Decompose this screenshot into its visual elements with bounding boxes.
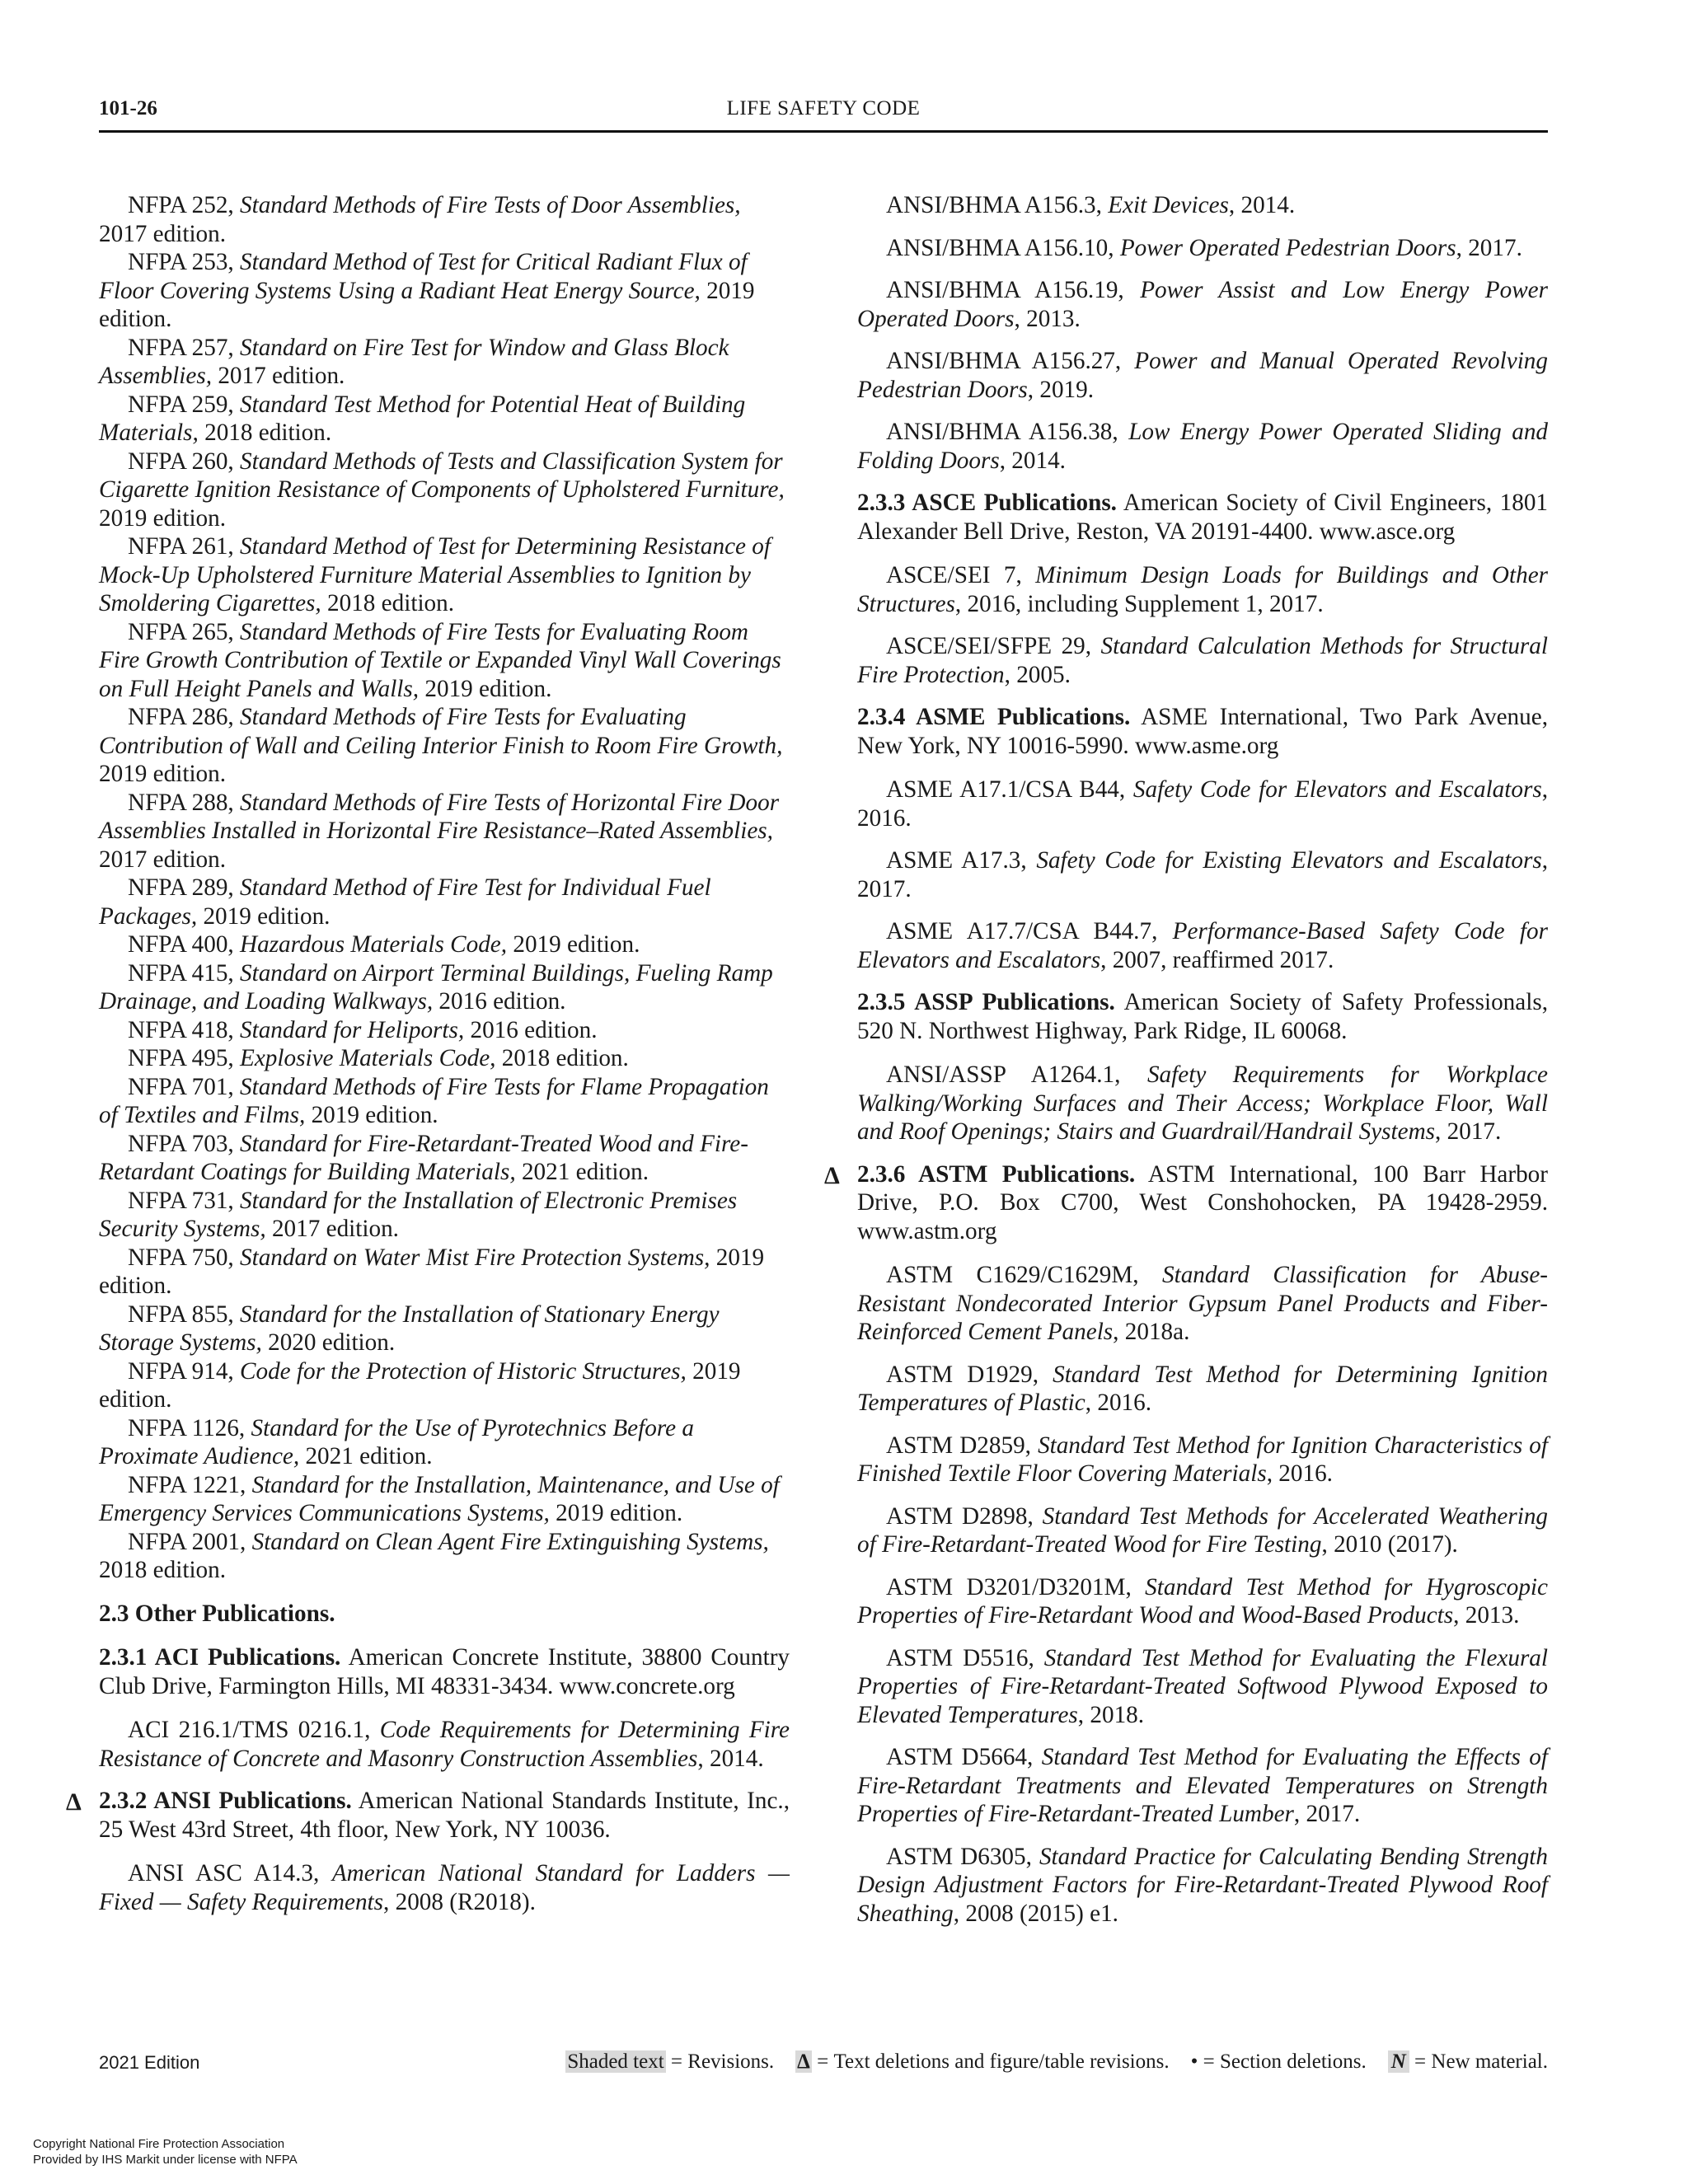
entry-designation: ANSI/BHMA A156.10, — [886, 234, 1120, 261]
entry-designation: NFPA 415, — [128, 959, 241, 987]
reference-entry — [857, 632, 1548, 689]
reference-entry — [99, 618, 790, 704]
entry-edition: 2019 edition. — [197, 902, 331, 930]
revision-legend — [565, 2050, 1548, 2074]
entry-edition: 2018 edition. — [495, 1045, 629, 1071]
entry-edition: 2021 edition. — [299, 1443, 433, 1469]
copyright-line: Copyright National Fire Protection Association — [33, 2137, 285, 2151]
entry-designation: ANSI ASC A14.3, — [128, 1860, 332, 1886]
entry-edition: , 2017. — [1435, 1118, 1502, 1145]
reference-entry — [857, 1644, 1548, 1730]
entry-designation: NFPA 253, — [128, 249, 241, 275]
ansi-heading: 2.3.2 ANSI Publications. — [99, 1788, 352, 1814]
entry-edition: 2017 edition. — [265, 1216, 399, 1242]
entry-edition: 2019 edition. — [419, 675, 552, 702]
edition-label: 2021 Edition — [99, 2052, 200, 2073]
entry-edition: , 2013. — [1453, 1602, 1520, 1629]
entry-designation: ASTM D2859, — [886, 1432, 1039, 1459]
entry-designation: ASTM D2898, — [886, 1502, 1043, 1530]
entry-edition: 2018 edition. — [321, 590, 455, 616]
entry-designation: ANSI/BHMA A156.3, — [886, 192, 1109, 218]
entry-edition: , 2018. — [1077, 1701, 1145, 1728]
entry-title: Standard for Heliports, — [240, 1016, 465, 1043]
entry-edition: 2018 edition. — [198, 419, 332, 446]
entry-edition: , 2010 (2017). — [1321, 1531, 1458, 1558]
assp-heading: 2.3.5 ASSP Publications. — [857, 989, 1115, 1015]
entry-designation: NFPA 703, — [128, 1130, 241, 1157]
entry-title: Standard Methods of Fire Tests for Flame Propagation of Textiles and Films, — [99, 1073, 769, 1128]
entry-designation: NFPA 259, — [128, 391, 241, 418]
entry-title: Standard on Water Mist Fire Protection Systems, — [240, 1244, 710, 1271]
entry-edition: 2016 edition. — [433, 988, 566, 1015]
entry-title: Standard Test Method for Evaluating the Flexural Properties of Fire-Retardant-Treated Softwood Plywood Exposed to Elevated Temperatures — [857, 1644, 1549, 1728]
entry-title: Code Requirements for Determining Fire Resistance of Concrete and Masonry Construction Assemblies — [99, 1717, 790, 1772]
entry-title: Standard Calculation Methods for Structural Fire Protection — [857, 633, 1548, 688]
astm-address: ASTM International, 100 Barr Harbor Drive, P.O. Box C700, West Conshohocken, PA 19428-2959. www.astm.org — [857, 1160, 1549, 1244]
delta-revision-icon: Δ — [824, 1161, 840, 1189]
entry-designation: NFPA 2001, — [128, 1528, 252, 1555]
entry-title: Code for the Protection of Historic Structures, — [240, 1357, 687, 1385]
entry-title: Standard for the Installation, Maintenance, and Use of Emergency Services Communications Systems, — [99, 1471, 780, 1526]
entry-designation: NFPA 257, — [128, 334, 241, 361]
entry-edition: , 2014. — [999, 447, 1066, 474]
running-title: LIFE SAFETY CODE — [726, 97, 921, 120]
entry-title: Standard for the Installation of Electronic Premises Security Systems, — [99, 1187, 738, 1242]
reference-entry — [99, 1301, 790, 1357]
entry-title: Hazardous Materials Code, — [240, 931, 508, 958]
section-2-3-1 — [99, 1643, 790, 1700]
entry-edition: , 2014. — [697, 1745, 764, 1772]
copyright-notice — [33, 2136, 298, 2168]
reference-entry — [857, 1361, 1548, 1418]
nfpa-reference-list — [99, 191, 790, 1585]
entry-title: Standard Methods of Fire Tests of Door Assemblies, — [240, 192, 741, 218]
entry-edition: , 2018a. — [1113, 1319, 1190, 1345]
reference-entry — [99, 1716, 790, 1773]
reference-entry — [99, 1073, 790, 1130]
entry-designation: NFPA 731, — [128, 1187, 241, 1214]
reference-entry — [99, 1528, 790, 1585]
reference-entry — [99, 191, 790, 248]
entry-edition: 2019 edition. — [305, 1102, 438, 1128]
entry-designation: ASCE/SEI/SFPE 29, — [886, 633, 1101, 659]
entry-designation: NFPA 288, — [128, 789, 241, 816]
reference-entry — [99, 1187, 790, 1244]
entry-designation: NFPA 418, — [128, 1016, 241, 1043]
page-header — [99, 97, 1548, 133]
entry-designation: ASCE/SEI 7, — [886, 562, 1036, 588]
reference-entry — [857, 276, 1548, 333]
entry-edition: 2019 edition. — [99, 504, 227, 532]
entry-title: Minimum Design Loads for Buildings and Other Structures — [857, 562, 1549, 617]
entry-edition: , 2017. — [857, 847, 1548, 902]
aci-heading: 2.3.1 ACI Publications. — [99, 1644, 341, 1671]
page-footer — [99, 2050, 1548, 2080]
entry-title: Standard Method of Test for Determining Resistance of Mock-Up Upholstered Furniture Material Assemblies to Ignition by Smoldering Cigarettes, — [99, 533, 771, 616]
entry-designation: ASME A17.1/CSA B44, — [886, 776, 1133, 803]
delta-revision-icon: Δ — [66, 1788, 82, 1816]
reference-entry — [857, 191, 1548, 220]
bullet-desc: = Section deletions. — [1198, 2050, 1367, 2073]
entry-edition: , 2016, including Supplement 1, 2017. — [954, 590, 1324, 617]
entry-title: Standard Test Method for Evaluating the Effects of Fire-Retardant Treatments and Elevated Temperatures on Strength Properties of Fire-Retardant-Treated Lumber — [857, 1744, 1548, 1827]
right-column — [824, 191, 1549, 1942]
entry-edition: , 2016. — [857, 776, 1548, 832]
reference-entry — [857, 917, 1548, 974]
reference-entry — [857, 418, 1548, 475]
entry-title: Standard Classification for Abuse-Resistant Nondecorated Interior Gypsum Panel Products and Fiber-Reinforced Cement Panels — [857, 1262, 1548, 1345]
reference-entry — [857, 1261, 1548, 1347]
entry-designation: NFPA 750, — [128, 1244, 241, 1271]
bullet-icon: • — [1190, 2050, 1198, 2073]
section-2-3-5 — [857, 988, 1548, 1045]
entry-title: Standard Practice for Calculating Bending Strength Design Adjustment Factors for Fire-Retardant-Treated Plywood Roof Sheathing — [857, 1843, 1549, 1927]
reference-entry — [857, 347, 1548, 404]
reference-entry — [99, 1471, 790, 1528]
reference-entry — [857, 1843, 1548, 1929]
entry-edition: 2018 edition. — [99, 1557, 227, 1583]
entry-edition: 2019 edition. — [99, 277, 755, 332]
reference-entry — [99, 391, 790, 448]
reference-entry — [99, 959, 790, 1016]
reference-entry — [857, 234, 1548, 263]
section-2-3-2 — [66, 1787, 790, 1844]
aci-address: American Concrete Institute, 38800 Country Club Drive, Farmington Hills, MI 48331-3434. www.concrete.org — [99, 1644, 790, 1699]
section-heading-2-3: 2.3 Other Publications. — [99, 1600, 335, 1627]
entry-title: Standard on Fire Test for Window and Glass Block Assemblies, — [99, 334, 729, 389]
new-material-desc: = New material. — [1409, 2050, 1548, 2073]
entry-designation: NFPA 1126, — [128, 1414, 251, 1441]
entry-title: Standard on Clean Agent Fire Extinguishing Systems, — [251, 1528, 769, 1555]
entry-designation: NFPA 400, — [128, 931, 241, 958]
reference-entry — [857, 846, 1548, 903]
entry-title: Standard Method of Test for Critical Radiant Flux of Floor Covering Systems Using a Radiant Heat Energy Source, — [99, 249, 748, 304]
entry-edition: , 2013. — [1014, 305, 1081, 332]
entry-designation: NFPA 1221, — [128, 1471, 252, 1498]
license-line: Provided by IHS Markit under license with NFPA — [33, 2153, 298, 2167]
entry-designation: NFPA 265, — [128, 618, 241, 645]
entry-designation: ASTM D5516, — [886, 1644, 1044, 1671]
entry-edition: , 2016. — [1266, 1460, 1333, 1487]
entry-title: Exit Devices — [1108, 192, 1229, 218]
reference-entry — [99, 1044, 790, 1073]
reference-entry — [857, 561, 1548, 618]
entry-designation: ASME A17.3, — [886, 847, 1037, 874]
reference-entry — [857, 1432, 1548, 1488]
entry-edition: 2016 edition. — [464, 1016, 598, 1043]
entry-designation: NFPA 252, — [128, 192, 241, 218]
left-column — [66, 191, 790, 1930]
entry-edition: , 2008 (2015) e1. — [953, 1900, 1118, 1927]
entry-designation: NFPA 701, — [128, 1073, 241, 1100]
entry-title: Power and Manual Operated Revolving Pedestrian Doors — [857, 348, 1548, 403]
entry-title: Power Assist and Low Energy Power Operated Doors — [857, 277, 1548, 332]
reference-entry — [99, 789, 790, 874]
entry-title: Standard on Airport Terminal Buildings, Fueling Ramp Drainage, and Loading Walkways, — [99, 959, 773, 1015]
shaded-text-desc: = Revisions. — [665, 2050, 775, 2073]
reference-entry — [99, 1414, 790, 1471]
asce-heading: 2.3.3 ASCE Publications. — [857, 490, 1117, 516]
entry-title: Standard Test Method for Determining Ignition Temperatures of Plastic — [857, 1361, 1549, 1416]
entry-title: Power Operated Pedestrian Doors — [1119, 234, 1456, 261]
entry-designation: ASTM D3201/D3201M, — [886, 1573, 1146, 1601]
entry-designation: NFPA 855, — [128, 1301, 241, 1328]
asme-address: ASME International, Two Park Avenue, New York, NY 10016-5990. www.asme.org — [857, 704, 1548, 759]
page-number: 101-26 — [99, 97, 157, 120]
section-2-3-3 — [857, 489, 1548, 546]
reference-entry — [99, 1859, 790, 1916]
entry-edition: , 2005. — [1004, 661, 1071, 688]
reference-entry — [99, 532, 790, 618]
entry-designation: ASTM D1929, — [886, 1361, 1053, 1388]
section-2-3-6 — [824, 1160, 1549, 1246]
new-material-icon: N — [1388, 2050, 1409, 2073]
entry-designation: NFPA 260, — [128, 448, 241, 475]
entry-designation: ASTM D6305, — [886, 1843, 1039, 1870]
reference-entry — [99, 1357, 790, 1414]
reference-entry — [99, 1244, 790, 1301]
entry-edition: , 2016. — [1085, 1390, 1152, 1416]
ansi-address: American National Standards Institute, Inc., 25 West 43rd Street, 4th floor, New York, NY 10036. — [99, 1788, 790, 1843]
reference-entry — [99, 334, 790, 391]
entry-edition: 2020 edition. — [261, 1329, 396, 1356]
entry-edition: 2019 edition. — [549, 1500, 683, 1526]
entry-edition: 2019 edition. — [99, 761, 227, 787]
entry-title: Safety Code for Existing Elevators and Escalators — [1036, 847, 1542, 874]
entry-title: Standard for the Installation of Stationary Energy Storage Systems, — [99, 1301, 720, 1356]
entry-edition: 2017 edition. — [99, 220, 227, 247]
reference-entry — [99, 1016, 790, 1045]
entry-title: Standard Methods of Fire Tests for Evaluating Room Fire Growth Contribution of Textile or Expanded Vinyl Wall Coverings on Full Height Panels and Walls, — [99, 618, 781, 702]
entry-designation: NFPA 914, — [128, 1357, 241, 1385]
delta-icon: Δ — [797, 2050, 810, 2073]
entry-edition: , 2017. — [1456, 234, 1522, 261]
entry-title: Safety Code for Elevators and Escalators — [1132, 776, 1542, 803]
entry-edition: 2017 edition. — [99, 846, 227, 873]
entry-designation: NFPA 261, — [128, 533, 241, 560]
entry-edition: , 2019. — [1027, 376, 1095, 403]
entry-title: American National Standard for Ladders — Fixed — Safety Requirements — [99, 1860, 790, 1915]
entry-designation: ANSI/BHMA A156.27, — [886, 348, 1135, 374]
entry-title: Standard Methods of Tests and Classification System for Cigarette Ignition Resistance of Components of Upholstered Furniture, — [99, 448, 785, 503]
entry-edition: , 2014. — [1228, 192, 1296, 218]
entry-title: Low Energy Power Operated Sliding and Folding Doors — [857, 419, 1549, 474]
entry-edition: 2019 edition. — [99, 1357, 741, 1413]
entry-designation: ANSI/BHMA A156.38, — [886, 419, 1129, 445]
astm-reference-list — [857, 1261, 1548, 1928]
entry-title: Performance-Based Safety Code for Elevators and Escalators — [857, 918, 1548, 973]
entry-title: Standard Method of Fire Test for Individual Fuel Packages, — [99, 874, 711, 930]
astm-heading: 2.3.6 ASTM Publications. — [857, 1160, 1136, 1188]
entry-edition: 2017 edition. — [212, 363, 345, 389]
reference-entry — [857, 1502, 1548, 1559]
entry-designation: NFPA 289, — [128, 874, 241, 901]
entry-title: Safety Requirements for Workplace Walking/Working Surfaces and Their Access; Workplace Floor, Wall and Roof Openings; Stairs and Guardrail/Handrail Systems — [857, 1062, 1548, 1145]
entry-title: Standard Methods of Fire Tests for Evaluating Contribution of Wall and Ceiling Interior Finish to Room Fire Growth, — [99, 704, 783, 759]
entry-title: Standard Test Method for Potential Heat of Building Materials, — [99, 391, 746, 446]
entry-designation: ANSI/BHMA A156.19, — [886, 277, 1141, 303]
entry-designation: ANSI/ASSP A1264.1, — [886, 1062, 1147, 1088]
entry-title: Standard for the Use of Pyrotechnics Before a Proximate Audience, — [99, 1414, 694, 1469]
delta-desc: = Text deletions and figure/table revisions. — [811, 2050, 1170, 2073]
entry-edition: 2019 edition. — [507, 931, 640, 958]
entry-edition: 2021 edition. — [515, 1159, 649, 1185]
entry-edition: 2019 edition. — [99, 1244, 765, 1299]
entry-designation: ASTM C1629/C1629M, — [886, 1262, 1162, 1288]
entry-designation: ACI 216.1/TMS 0216.1, — [128, 1717, 380, 1743]
reference-entry — [99, 448, 790, 533]
reference-entry — [857, 776, 1548, 832]
entry-designation: ASTM D5664, — [886, 1744, 1042, 1770]
reference-entry — [99, 703, 790, 789]
entry-edition: , 2007, reaffirmed 2017. — [1100, 946, 1334, 973]
asme-heading: 2.3.4 ASME Publications. — [857, 704, 1131, 730]
reference-entry — [857, 1573, 1548, 1630]
entry-title: Standard Methods of Fire Tests of Horizontal Fire Door Assemblies Installed in Horizontal Fire Resistance–Rated Assemblies, — [99, 789, 780, 844]
shaded-text-sample: Shaded text — [567, 2050, 664, 2073]
assp-address: American Society of Safety Professionals, 520 N. Northwest Highway, Park Ridge, IL 60068. — [857, 989, 1548, 1044]
entry-title: Standard Test Method for Ignition Characteristics of Finished Textile Floor Covering Materials — [857, 1432, 1548, 1487]
entry-title: Standard for Fire-Retardant-Treated Wood and Fire-Retardant Coatings for Building Materials, — [99, 1130, 748, 1185]
reference-entry — [99, 874, 790, 930]
entry-designation: ASME A17.7/CSA B44.7, — [886, 918, 1173, 944]
entry-title: Standard Test Method for Hygroscopic Properties of Fire-Retardant Wood and Wood-Based Products — [857, 1573, 1548, 1629]
reference-entry — [99, 248, 790, 334]
reference-entry — [857, 1743, 1548, 1829]
entry-title: Standard Test Methods for Accelerated Weathering of Fire-Retardant-Treated Wood for Fire Testing — [857, 1502, 1549, 1558]
reference-entry — [99, 930, 790, 959]
entry-edition: , 2008 (R2018). — [383, 1888, 536, 1915]
entry-designation: NFPA 495, — [128, 1045, 241, 1071]
entry-designation: NFPA 286, — [128, 704, 241, 730]
section-2-3-4 — [857, 703, 1548, 760]
reference-entry — [857, 1061, 1548, 1146]
entry-edition: , 2017. — [1293, 1801, 1361, 1827]
entry-title: Explosive Materials Code, — [240, 1045, 496, 1071]
reference-entry — [99, 1130, 790, 1187]
asce-address: American Society of Civil Engineers, 1801 Alexander Bell Drive, Reston, VA 20191-4400. www.asce.org — [857, 490, 1549, 545]
